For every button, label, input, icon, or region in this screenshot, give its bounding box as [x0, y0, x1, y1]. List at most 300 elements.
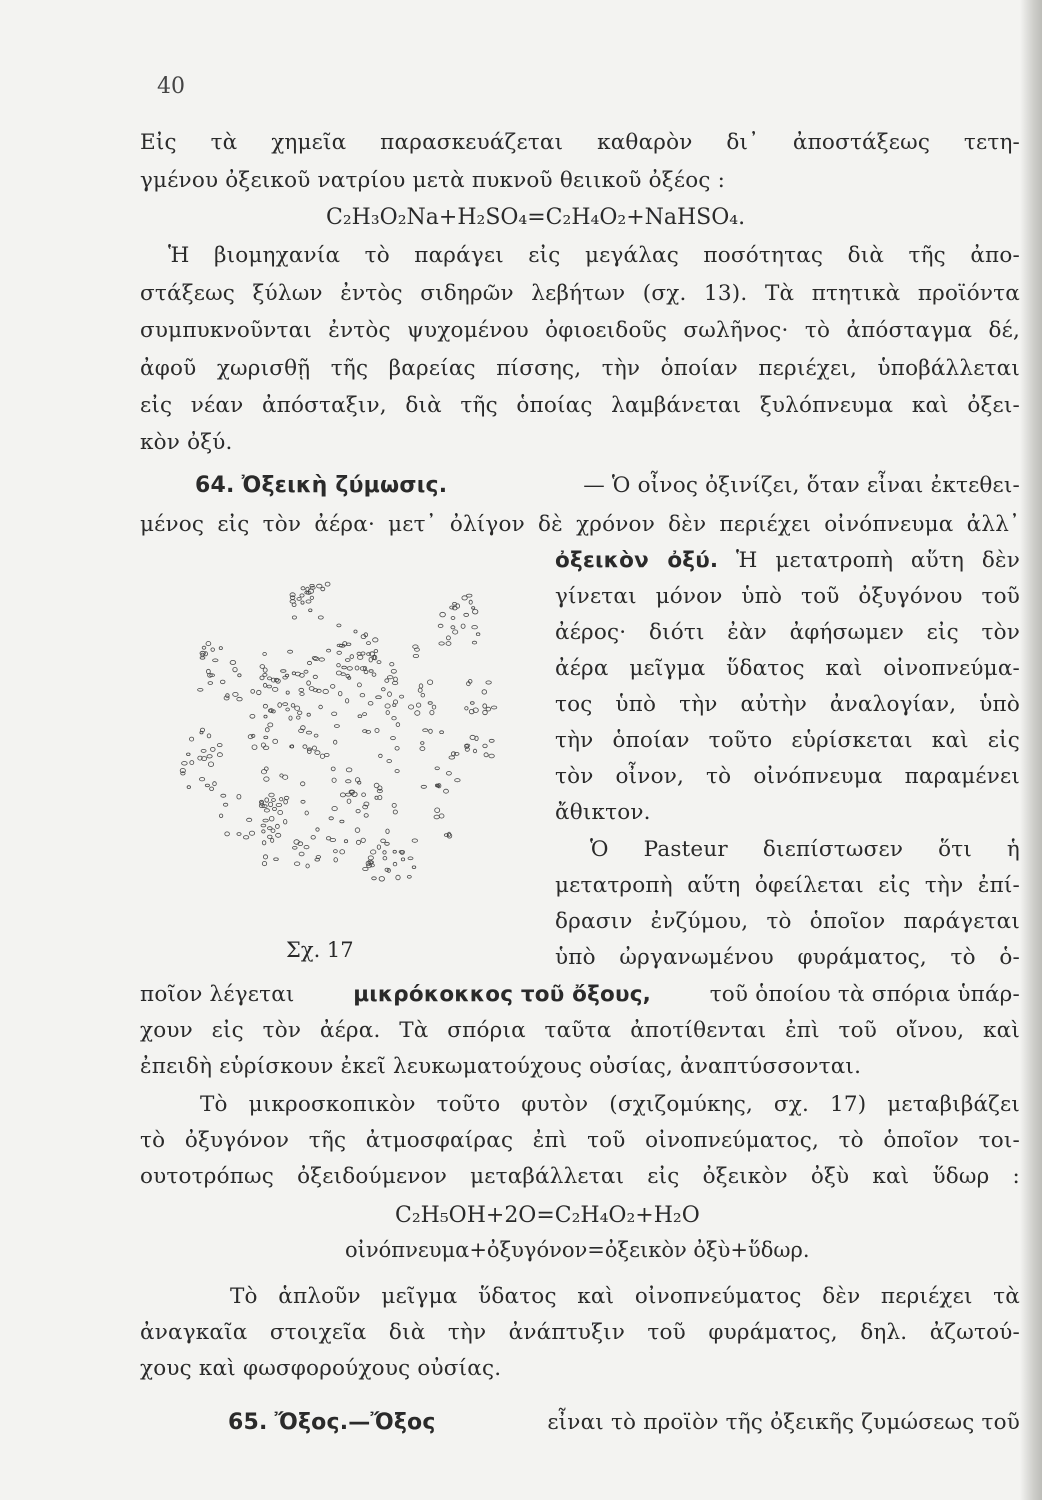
bacterium-cell [346, 780, 351, 783]
text-line: στάξεως ξύλων ἐντὸς σιδηρῶν λεβήτων (σχ. 13). Τὰ πτητικὰ προϊόντα [140, 281, 1020, 306]
bacterium-cell [310, 584, 314, 587]
bacterium-cell [379, 877, 384, 882]
bacterium-cell [412, 839, 417, 842]
bacterium-cell [247, 818, 252, 821]
text-line: ὑπὸ ὠργανωμένου φυράματος, τὸ ὁ- [555, 945, 1020, 970]
bacterium-cell [260, 665, 265, 669]
bacterium-cell [412, 866, 416, 869]
bacterium-cell [334, 725, 339, 728]
bacterium-cell [472, 626, 478, 629]
bacterium-cell [190, 737, 194, 741]
bacterium-cell [283, 676, 288, 679]
bacterium-cell [465, 707, 468, 710]
bacterium-cell [304, 845, 309, 848]
bacterium-cell [358, 715, 362, 718]
bacterium-cell [472, 641, 476, 644]
bacterium-cell [220, 680, 225, 684]
text-line [140, 982, 1020, 1007]
bacterium-cell [312, 746, 316, 750]
equation-acetate: C₂H₃O₂Na+H₂SO₄=C₂H₄O₂+NaHSO₄. [326, 205, 746, 230]
bacterium-cell [371, 850, 376, 854]
bacterium-cell [297, 598, 301, 601]
bacterium-cell [387, 676, 393, 679]
bacterium-cell [318, 616, 323, 619]
section-number: 65. [228, 1410, 268, 1435]
bacterium-cell [301, 800, 305, 803]
bacterium-cell [290, 600, 295, 603]
bacterium-cell [392, 803, 396, 807]
bacterium-cell [461, 624, 465, 628]
bacterium-cell [284, 800, 288, 804]
bacterium-cell [451, 752, 455, 756]
equation-fermentation: C₂H₅OH+2O=C₂H₄O₂+H₂O [395, 1203, 700, 1228]
bacterium-cell [413, 654, 418, 657]
bacterium-cell [219, 647, 222, 650]
bacterium-cell [233, 692, 238, 696]
bacterium-cell [362, 793, 366, 797]
bacterium-cell [262, 862, 266, 866]
bacterium-cell [378, 796, 382, 800]
bacterium-cell [263, 683, 266, 687]
bacterium-cell [321, 587, 325, 591]
bacterium-cell [345, 659, 350, 662]
text-line: ἀέρα μεῖγμα ὕδατος καὶ οἰνοπνεύμα- [555, 656, 1020, 681]
bacterium-cell [316, 828, 319, 831]
bacterium-cell [446, 772, 451, 776]
bacterium-cell [449, 756, 455, 759]
text-line: κὸν ὀξύ. [140, 430, 233, 455]
bacterium-cell [407, 875, 411, 878]
bacterium-cell [251, 690, 255, 694]
bacterium-cell [293, 846, 298, 849]
bacterium-cell [356, 809, 360, 812]
bacterium-cell [340, 850, 345, 854]
bacterium-cell [409, 705, 414, 709]
bacterium-cell [268, 677, 272, 680]
bacterium-cell [233, 667, 237, 671]
bold-phrase: ὀξεικὸν ὀξύ. [555, 548, 719, 573]
bacterium-cell [274, 858, 279, 861]
bacterium-cell [446, 642, 451, 646]
bacterium-cell [469, 600, 472, 604]
bacterium-cell [334, 740, 337, 744]
bacterium-cell [206, 642, 211, 646]
bacterium-cell [202, 646, 206, 649]
bacterium-cell [428, 680, 433, 685]
bacterium-cell [200, 778, 205, 781]
bacterium-cell [439, 642, 444, 645]
bacterium-cell [473, 609, 478, 614]
bacterium-cell [306, 600, 311, 603]
bacterium-cell [273, 687, 278, 691]
bacterium-cell [470, 702, 474, 705]
bacterium-cell [360, 667, 365, 671]
bacterium-cell [276, 833, 281, 837]
bacterium-cell [187, 786, 190, 789]
section-title: Ὀξεικὴ ζύμωσις. [241, 473, 448, 498]
bacterium-cell [213, 659, 218, 662]
bacterium-cell [237, 833, 241, 836]
bacterium-cell [381, 688, 385, 691]
bacterium-cell [325, 753, 330, 756]
bacterium-cell [361, 838, 365, 842]
bacterium-cell [217, 744, 222, 747]
bacterium-cell [298, 711, 302, 715]
bacterium-cell [310, 596, 313, 599]
text-span: Ἡ μετατροπὴ αὕτη δὲν [736, 548, 1020, 573]
bacterium-cell [262, 770, 267, 774]
bacterium-cell [346, 768, 352, 772]
bacterium-cell [320, 754, 324, 758]
bacterium-cell [288, 650, 293, 653]
bacterium-cell [391, 737, 396, 740]
bacterium-cell [273, 807, 277, 810]
bacterium-cell [435, 767, 439, 770]
bacterium-cell [292, 616, 296, 619]
page-edge-shadow [1020, 0, 1042, 1500]
bacterium-cell [268, 723, 273, 727]
bacterium-cell [211, 747, 216, 751]
bacterium-cell [420, 747, 425, 751]
bacterium-cell [439, 814, 444, 818]
bacterium-cell [325, 582, 330, 586]
bacterium-cell [210, 787, 214, 791]
bacterium-cell [393, 862, 397, 866]
bacterium-cell [299, 852, 304, 856]
bacterium-cell [451, 617, 455, 620]
bacterium-cell [261, 824, 266, 827]
bacterium-cell [444, 789, 449, 793]
bacterium-cell [451, 626, 455, 629]
bacterium-cell [301, 601, 304, 604]
bacterium-cell [263, 704, 267, 708]
bacterium-cell [337, 651, 342, 654]
page-number: 40 [157, 74, 185, 99]
bacterium-cell [357, 652, 361, 655]
bacterium-cell [374, 783, 379, 788]
bacterium-cell [269, 793, 274, 797]
section-title: Ὄξος.— [274, 1410, 371, 1435]
bacterium-cell [342, 666, 347, 669]
bacterium-cell [284, 796, 289, 799]
bacterium-cell [361, 652, 365, 655]
bacterium-cell [264, 777, 269, 781]
bacterium-cell [263, 819, 268, 822]
bacterium-cell [491, 706, 496, 709]
bacterium-cell [260, 676, 264, 680]
text-line: τὸν οἶνον, τὸ οἰνόπνευμα παραμένει [555, 764, 1020, 789]
bacterium-cell [430, 710, 434, 714]
bacterium-cell [223, 803, 227, 806]
bacterium-cell [301, 587, 305, 590]
bacterium-cell [265, 798, 269, 802]
bacterium-cell [307, 661, 311, 664]
bacterium-cell [224, 696, 229, 700]
text-line: Ὁ Pasteur διεπίστωσεν ὅτι ἡ [590, 837, 1020, 862]
bacterium-cell [383, 857, 387, 860]
bacterium-cell [309, 687, 314, 691]
bacterium-cell [315, 859, 320, 862]
section-64-heading-line [195, 473, 1020, 498]
bacterium-cell [390, 663, 394, 666]
bacterium-cell [309, 609, 312, 612]
bacterium-cell [225, 832, 230, 836]
bacterium-cell [396, 875, 400, 880]
text-line: γίνεται μόνον ὑπὸ τοῦ ὀξυγόνου τοῦ [555, 584, 1020, 609]
bacterium-cell [237, 697, 242, 701]
bacterium-cell [391, 669, 396, 673]
bacterium-cell [394, 677, 398, 681]
text-line: ἀφοῦ χωρισθῇ τῆς βαρείας πίσσης, τὴν ὁποίαν περιέχει, ὑποβάλλεται [140, 356, 1020, 381]
bacterium-cell [395, 770, 399, 773]
bacterium-cell [307, 713, 310, 716]
bacterium-cell [271, 838, 274, 842]
bacterium-cell [323, 689, 328, 693]
bacterium-cell [211, 648, 215, 651]
bacterium-cell [243, 836, 248, 839]
bacterium-cell [207, 755, 212, 758]
bacterium-cell [278, 810, 283, 814]
bacterium-cell [271, 678, 275, 682]
bacterium-cell [363, 713, 367, 716]
bacterium-cell [356, 840, 360, 844]
bacterium-cell [434, 815, 439, 819]
bacterium-cell [263, 855, 267, 859]
bacterium-cell [347, 799, 351, 803]
text-line: γμένου ὀξεικοῦ νατρίου μετὰ πυκνοῦ θειικοῦ ὀξέος : [140, 168, 726, 193]
bacterium-cell [208, 762, 213, 767]
bacterium-cell [472, 607, 475, 610]
bacterium-cell [386, 711, 389, 715]
bacterium-cell [381, 839, 386, 843]
bacterium-cell [368, 702, 373, 706]
bacterium-cell [182, 762, 188, 766]
bacterium-cell [262, 841, 266, 845]
bacterium-cell [334, 850, 338, 853]
bacterium-cell [418, 688, 422, 692]
bacterium-cell [483, 744, 487, 748]
bacterium-cell [200, 731, 203, 734]
text-line: ἄθικτον. [555, 800, 651, 825]
bacterium-cell [360, 694, 365, 697]
bacterium-cell [264, 809, 269, 812]
bacterium-cell [284, 819, 287, 824]
text-line: τος ὑπὸ τὴν αὐτὴν ἀναλογίαν, ὑπὸ [555, 692, 1020, 717]
bacterium-cell [432, 705, 436, 709]
text-line: ἀναγκαῖα στοιχεῖα διὰ τὴν ἀνάπτυξιν τοῦ φυράματος, δηλ. ἀζωτού- [140, 1320, 1020, 1345]
bacterium-cell [363, 867, 368, 870]
bacterium-cell [303, 745, 307, 749]
bacterium-cell [263, 652, 267, 655]
bacterium-cell [367, 642, 371, 645]
bacterium-cell [313, 657, 319, 660]
text-span: ποῖον λέγεται [140, 982, 295, 1007]
bacterium-cell [181, 772, 185, 775]
bacterium-cell [263, 668, 267, 672]
bacterium-cell [264, 736, 268, 739]
bacterium-cell [307, 681, 311, 685]
bacterium-cell [438, 624, 443, 627]
bacterium-cell [466, 594, 472, 597]
bacterium-cell [265, 728, 269, 732]
bacterium-cell [464, 613, 469, 616]
bacterium-cell [455, 779, 460, 782]
bacterium-cell [423, 729, 428, 732]
bacterium-cell [473, 749, 476, 753]
text-span: τοῦ ὁποίου τὰ σπόρια ὑπάρ- [709, 982, 1020, 1007]
bacterium-cell [476, 633, 480, 636]
bacterium-cell [276, 824, 280, 828]
bacterium-cell [313, 675, 317, 678]
equation-words: οἰνόπνευμα+ὀξυγόνον=ὀξεικὸν ὀξὺ+ὕδωρ. [345, 1238, 810, 1262]
bacterium-cell [387, 760, 392, 763]
text-line: ἐπειδὴ εὑρίσκουν ἐκεῖ λευκωματούχους οὐσίας, ἀναπτύσσονται. [140, 1054, 862, 1079]
bacterium-cell [377, 845, 380, 849]
text-line: χουν εἰς τὸν ἀέρα. Τὰ σπόρια ταῦτα ἀποτίθενται ἐπὶ τοῦ οἴνου, καὶ [140, 1018, 1020, 1043]
bacterium-cell [453, 630, 458, 634]
text-line: τὸ ὀξυγόνον τῆς ἀτμοσφαίρας ἐπὶ τοῦ οἰνοπνεύματος, τὸ ὁποῖον τοι- [140, 1128, 1020, 1153]
bacterium-cell [221, 794, 226, 797]
bacterium-cell [238, 674, 241, 677]
bacterium-cell [263, 746, 269, 750]
bacterium-cell [271, 829, 275, 833]
bacterium-cell [273, 739, 278, 743]
bacterium-cell [358, 655, 363, 659]
bacterium-cell [205, 784, 209, 787]
text-span: — Ὁ οἶνος ὀξινίζει, ὅταν εἶναι ἐκτεθει- [583, 473, 1020, 498]
bacterium-cell [250, 714, 255, 718]
bacterium-cell [446, 636, 450, 640]
bacterium-cell [327, 649, 331, 652]
bacterium-cell [484, 753, 488, 757]
bacterium-cell [364, 814, 368, 818]
text-span: εἶναι τὸ προϊὸν τῆς ὀξεικῆς ζυμώσεως τοῦ [547, 1410, 1020, 1435]
text-line [555, 548, 1020, 573]
bacterium-cell [408, 857, 413, 860]
bacterium-cell [304, 670, 308, 673]
bacterium-cell [295, 706, 300, 710]
bacterium-cell [276, 803, 282, 806]
bacterium-cell [286, 691, 289, 694]
bacterium-cell [301, 782, 305, 786]
bacterium-cell [332, 712, 337, 716]
bacterium-cell [388, 692, 392, 697]
bacterium-cell [453, 602, 457, 605]
bacterium-cell [393, 810, 397, 814]
bacterium-cell [372, 673, 376, 676]
bacterium-cell [369, 670, 373, 673]
bacterium-cell [350, 655, 354, 659]
bacterium-cell [396, 723, 400, 727]
bacterium-cell [281, 670, 286, 673]
bacterium-cell [237, 794, 241, 799]
bacterium-cell [369, 861, 374, 864]
bacterium-cell [435, 808, 440, 813]
bacterium-cell [190, 761, 194, 765]
bacterium-cell [294, 862, 299, 866]
bacterium-cell [299, 688, 304, 691]
bacterium-cell [314, 734, 318, 737]
bacterium-cell [428, 702, 432, 705]
bacterium-cell [230, 660, 236, 664]
text-line: μένος εἰς τὸν ἀέρα· μετ᾽ ὀλίγον δὲ χρόνον δὲν περιέχει οἰνόπνευμα ἀλλ᾽ [140, 512, 1020, 537]
text-line: Εἰς τὰ χημεῖα παρασκευάζεται καθαρὸν δι᾽ ἀποστάξεως τετη- [140, 130, 1020, 155]
bacterium-cell [337, 664, 341, 667]
bacterium-cell [400, 695, 404, 698]
bacterium-cell [257, 690, 261, 694]
bacterium-cell [340, 820, 344, 823]
bacterium-cell [392, 717, 396, 720]
bacterium-cell [489, 754, 494, 758]
bacterium-cell [341, 673, 345, 676]
bacterium-cell [421, 785, 426, 788]
text-line: χους καὶ φωσφορούχους οὐσίας. [140, 1356, 502, 1381]
bacterium-cell [272, 799, 276, 802]
figure-bacteria-illustration [160, 560, 530, 905]
bacterium-cell [264, 715, 267, 718]
bacterium-cell [357, 683, 361, 687]
bacterium-cell [482, 690, 487, 694]
bacterium-cell [269, 816, 274, 821]
bacterium-cell [355, 828, 360, 833]
bacterium-cell [319, 705, 323, 709]
bacterium-cell [385, 842, 390, 845]
bacterium-cell [465, 747, 469, 751]
bacterium-cell [338, 691, 342, 695]
bacterium-cell [331, 685, 335, 689]
bacterium-cell [204, 652, 207, 656]
bacterium-cell [226, 694, 230, 698]
bacterium-cell [401, 858, 404, 861]
bacterium-cell [291, 704, 295, 708]
bacterium-cell [385, 679, 389, 683]
bacterium-cell [354, 630, 357, 633]
bacterium-cell [268, 835, 273, 838]
bacterium-cell [262, 830, 265, 833]
bacterium-cell [374, 650, 378, 653]
text-line: μετατροπὴ αὕτη ὀφείλεται εἰς τὴν ἐπί- [555, 873, 1020, 898]
bold-word: Ὄξος [370, 1410, 436, 1435]
bacterium-cell [311, 836, 315, 840]
text-line: ἀέρος· διότι ἐὰν ἀφήσωμεν εἰς τὸν [555, 620, 1020, 645]
bacterium-cell [286, 708, 290, 711]
bacterium-cell [332, 807, 337, 811]
bacterium-cell [415, 711, 420, 716]
bacterium-cell [347, 667, 352, 671]
bacterium-cell [377, 661, 381, 664]
bacterium-cell [440, 612, 446, 617]
bacterium-cell [300, 693, 304, 696]
bacterium-cell [249, 831, 254, 835]
bacterium-cell [280, 774, 283, 777]
bacterium-cell [416, 703, 420, 707]
bacterium-cell [337, 624, 341, 627]
bacterium-cell [208, 682, 213, 685]
bacterium-cell [331, 767, 335, 771]
bacterium-cell [198, 688, 203, 691]
bacterium-cell [305, 811, 308, 815]
bacterium-cell [421, 693, 425, 697]
bacterium-cell [200, 657, 205, 660]
text-line: Τὸ μικροσκοπικὸν τοῦτο φυτὸν (σχιζομύκης, σχ. 17) μεταβιβάζει [200, 1092, 1020, 1117]
bacterium-cell [207, 734, 211, 738]
bacterium-cell [315, 751, 320, 755]
section-number: 64. [195, 473, 235, 498]
bacterium-cell [440, 731, 444, 734]
bacterium-cell [280, 798, 283, 801]
bacterium-cell [297, 716, 301, 719]
bacterium-cell [419, 684, 423, 688]
